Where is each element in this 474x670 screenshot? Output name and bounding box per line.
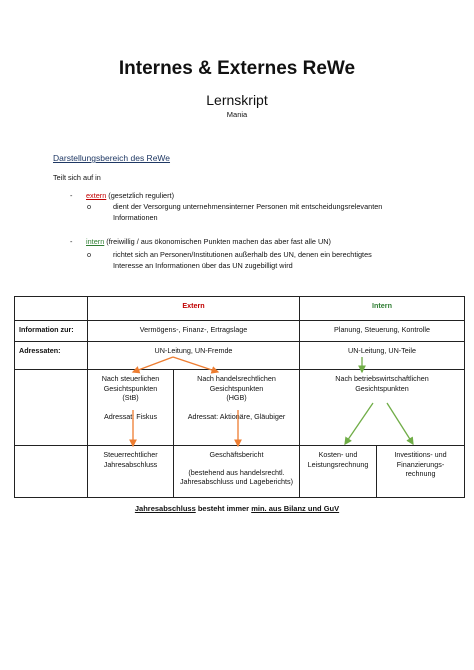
sub-bullet-text-line: Interesse an Informationen über das UN zugebilligt wird: [113, 261, 293, 270]
bullet-extern-rest: (gesetzlich reguliert): [106, 191, 175, 200]
arrow-icon: [173, 357, 218, 372]
result-line: Jahresabschluss und Lageberichts): [179, 477, 294, 486]
result-line: rechnung: [405, 469, 436, 478]
sub-bullet-text-line: richtet sich an Personen/Institutionen außerhalb des UN, denen ein berechtigtes: [113, 250, 372, 259]
hgb-line: (HGB): [226, 393, 247, 402]
sub-bullet-marker: o: [87, 202, 92, 211]
stb-addressee: Adressat: Fiskus: [103, 411, 158, 421]
row-label-information: Information zur:: [15, 321, 88, 342]
addr-extern-cell: UN-Leitung, UN-Fremde: [88, 342, 300, 370]
document-subtitle: Lernskript: [206, 92, 268, 108]
intro-text: Teilt sich auf in: [53, 173, 101, 182]
sub-bullet-text-line: Informationen: [113, 213, 158, 222]
document-title: Internes & Externes ReWe: [118, 58, 356, 79]
info-extern-cell: Vermögens-, Finanz-, Ertragslage: [88, 321, 300, 342]
bw-line: Nach betriebswirtschaftlichen: [335, 374, 429, 383]
arrow-icon: [387, 403, 413, 444]
intern-keyword: intern: [86, 237, 105, 246]
bw-line: Gesichtspunkten: [355, 383, 409, 393]
footer-part-1: Jahresabschluss: [134, 504, 196, 513]
stb-line: (StB): [122, 393, 139, 402]
footer-part-3: min. aus Bilanz und GuV: [251, 504, 340, 513]
bullet-dash: -: [70, 191, 73, 200]
info-intern-cell: Planung, Steuerung, Kontrolle: [300, 321, 465, 342]
bullet-intern-rest: (freiwillig / aus ökonomischen Punkten machen das aber fast alle UN): [104, 237, 331, 246]
arrow-icon: [133, 357, 173, 372]
sub-bullet-marker: o: [87, 250, 92, 259]
result-line: Geschäftsbericht: [209, 450, 264, 459]
result-line: Finanzierungs-: [396, 459, 445, 469]
stb-line: Nach steuerlichen: [101, 374, 160, 383]
arrow-icon: [345, 403, 373, 444]
hgb-line: Nach handelsrechtlichen: [197, 374, 276, 383]
result-line: Steuerrechtlicher: [103, 450, 158, 459]
footer-part-2: besteht immer: [195, 504, 252, 513]
extern-keyword: extern: [86, 191, 107, 200]
header-extern: Extern: [88, 297, 300, 321]
result-line: Jahresabschluss: [103, 459, 158, 469]
hgb-addressee: Adressat: Aktionäre, Gläubiger: [187, 411, 286, 421]
section-heading: Darstellungsbereich des ReWe: [53, 153, 171, 163]
header-intern: Intern: [300, 297, 465, 321]
bullet-dash: -: [70, 237, 73, 246]
stb-line: Gesichtspunkten: [103, 383, 158, 393]
hgb-line: Gesichtspunkten: [209, 383, 264, 393]
result-line: Kosten- und: [318, 450, 358, 459]
footer-note: [0, 504, 474, 513]
row-label-adressaten: Adressaten:: [15, 342, 88, 370]
addr-intern-cell: UN-Leitung, UN-Teile: [300, 342, 465, 370]
result-line: Investitions- und: [394, 450, 447, 459]
sub-bullet-text-line: dient der Versorgung unternehmensinterner Personen mit entscheidungsrelevanten: [113, 202, 383, 211]
result-line: (bestehend aus handelsrechtl.: [188, 467, 285, 477]
document-author: Mania: [226, 110, 248, 119]
result-line: Leistungsrechnung: [307, 459, 369, 469]
